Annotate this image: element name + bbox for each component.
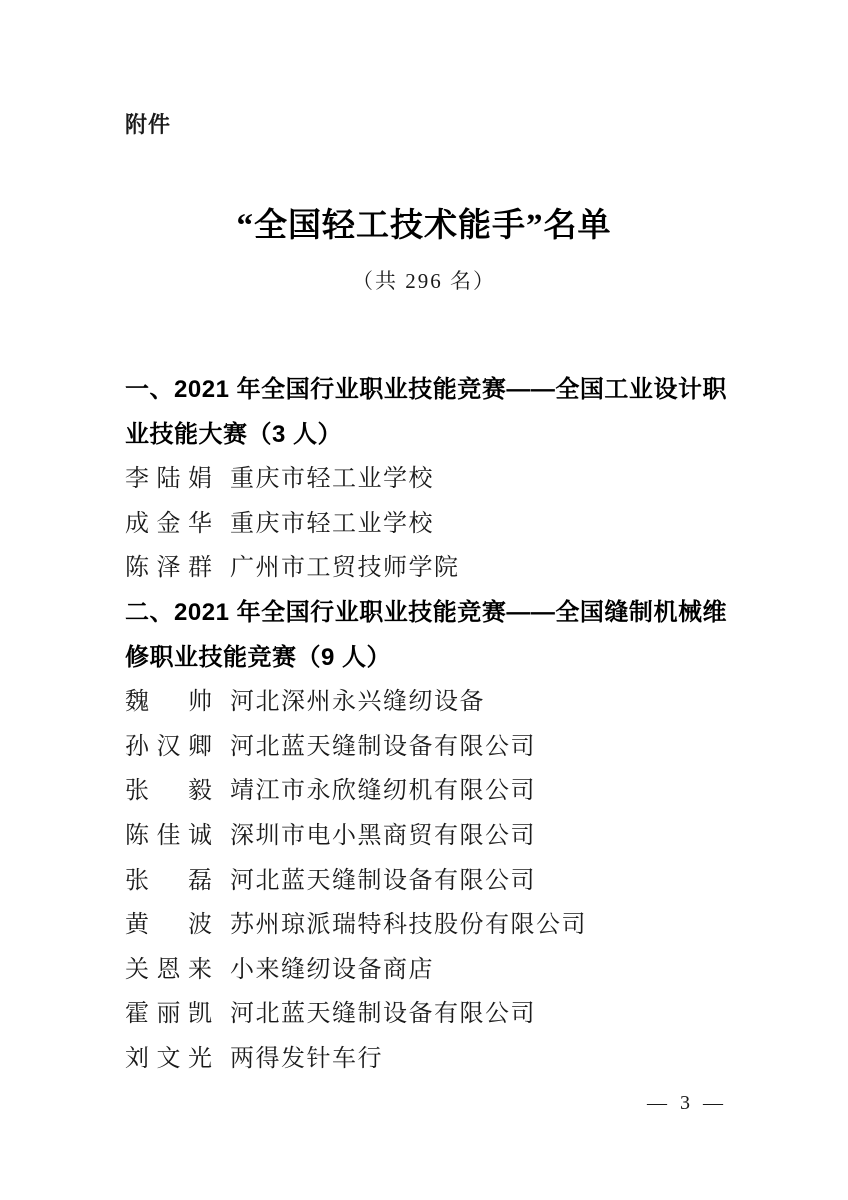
section-heading: 二、2021 年全国行业职业技能竞赛——全国缝制机械维修职业技能竞赛（9 人）	[125, 598, 727, 671]
person-organization: 河北蓝天缝制设备有限公司	[230, 1001, 536, 1028]
person-organization: 苏州琼派瑞特科技股份有限公司	[230, 912, 587, 939]
roster-row	[125, 725, 727, 770]
roster-row	[125, 992, 727, 1037]
person-name: 张 毅	[125, 778, 212, 805]
person-name: 陈 泽 群	[125, 555, 212, 582]
person-name: 关 恩 来	[125, 956, 212, 983]
roster-row	[125, 948, 727, 993]
person-name: 孙 汉 卿	[125, 733, 212, 760]
attachment-label: 附件	[125, 112, 172, 137]
roster-row	[125, 680, 727, 725]
page-subtitle: （共 296 名）	[352, 269, 496, 293]
person-name: 成 金 华	[125, 510, 212, 537]
section-entries	[125, 680, 727, 1081]
section	[125, 591, 727, 1082]
person-organization: 河北蓝天缝制设备有限公司	[230, 733, 536, 760]
person-name: 霍 丽 凯	[125, 1001, 212, 1028]
person-organization: 靖江市永欣缝纫机有限公司	[230, 778, 536, 805]
section-heading: 一、2021 年全国行业职业技能竞赛——全国工业设计职业技能大赛（3 人）	[125, 376, 727, 448]
roster-row	[125, 814, 727, 859]
person-organization: 两得发针车行	[230, 1045, 383, 1072]
roster-row	[125, 457, 727, 502]
person-name: 张 磊	[125, 867, 212, 894]
roster-row	[125, 769, 727, 814]
person-organization: 河北深州永兴缝纫设备	[230, 689, 485, 716]
person-name: 黄 波	[125, 912, 212, 939]
person-organization: 重庆市轻工业学校	[230, 510, 434, 537]
roster-row	[125, 1037, 727, 1082]
person-name: 李 陆 娟	[125, 466, 212, 493]
roster-row	[125, 903, 727, 948]
person-organization: 河北蓝天缝制设备有限公司	[230, 867, 536, 894]
roster-row	[125, 502, 727, 547]
person-name: 陈 佳 诚	[125, 822, 212, 849]
sections-container	[125, 368, 727, 1082]
roster-row	[125, 546, 727, 591]
roster-row	[125, 859, 727, 904]
person-organization: 广州市工贸技师学院	[230, 555, 460, 582]
section	[125, 368, 727, 591]
person-organization: 小来缝纫设备商店	[230, 956, 434, 983]
person-name: 魏 帅	[125, 689, 212, 716]
section-entries	[125, 457, 727, 591]
person-name: 刘 文 光	[125, 1045, 212, 1072]
person-organization: 深圳市电小黑商贸有限公司	[230, 822, 536, 849]
page-number: — 3 —	[647, 1092, 727, 1114]
page-title: “全国轻工技术能手”名单	[236, 208, 612, 244]
person-organization: 重庆市轻工业学校	[230, 466, 434, 493]
